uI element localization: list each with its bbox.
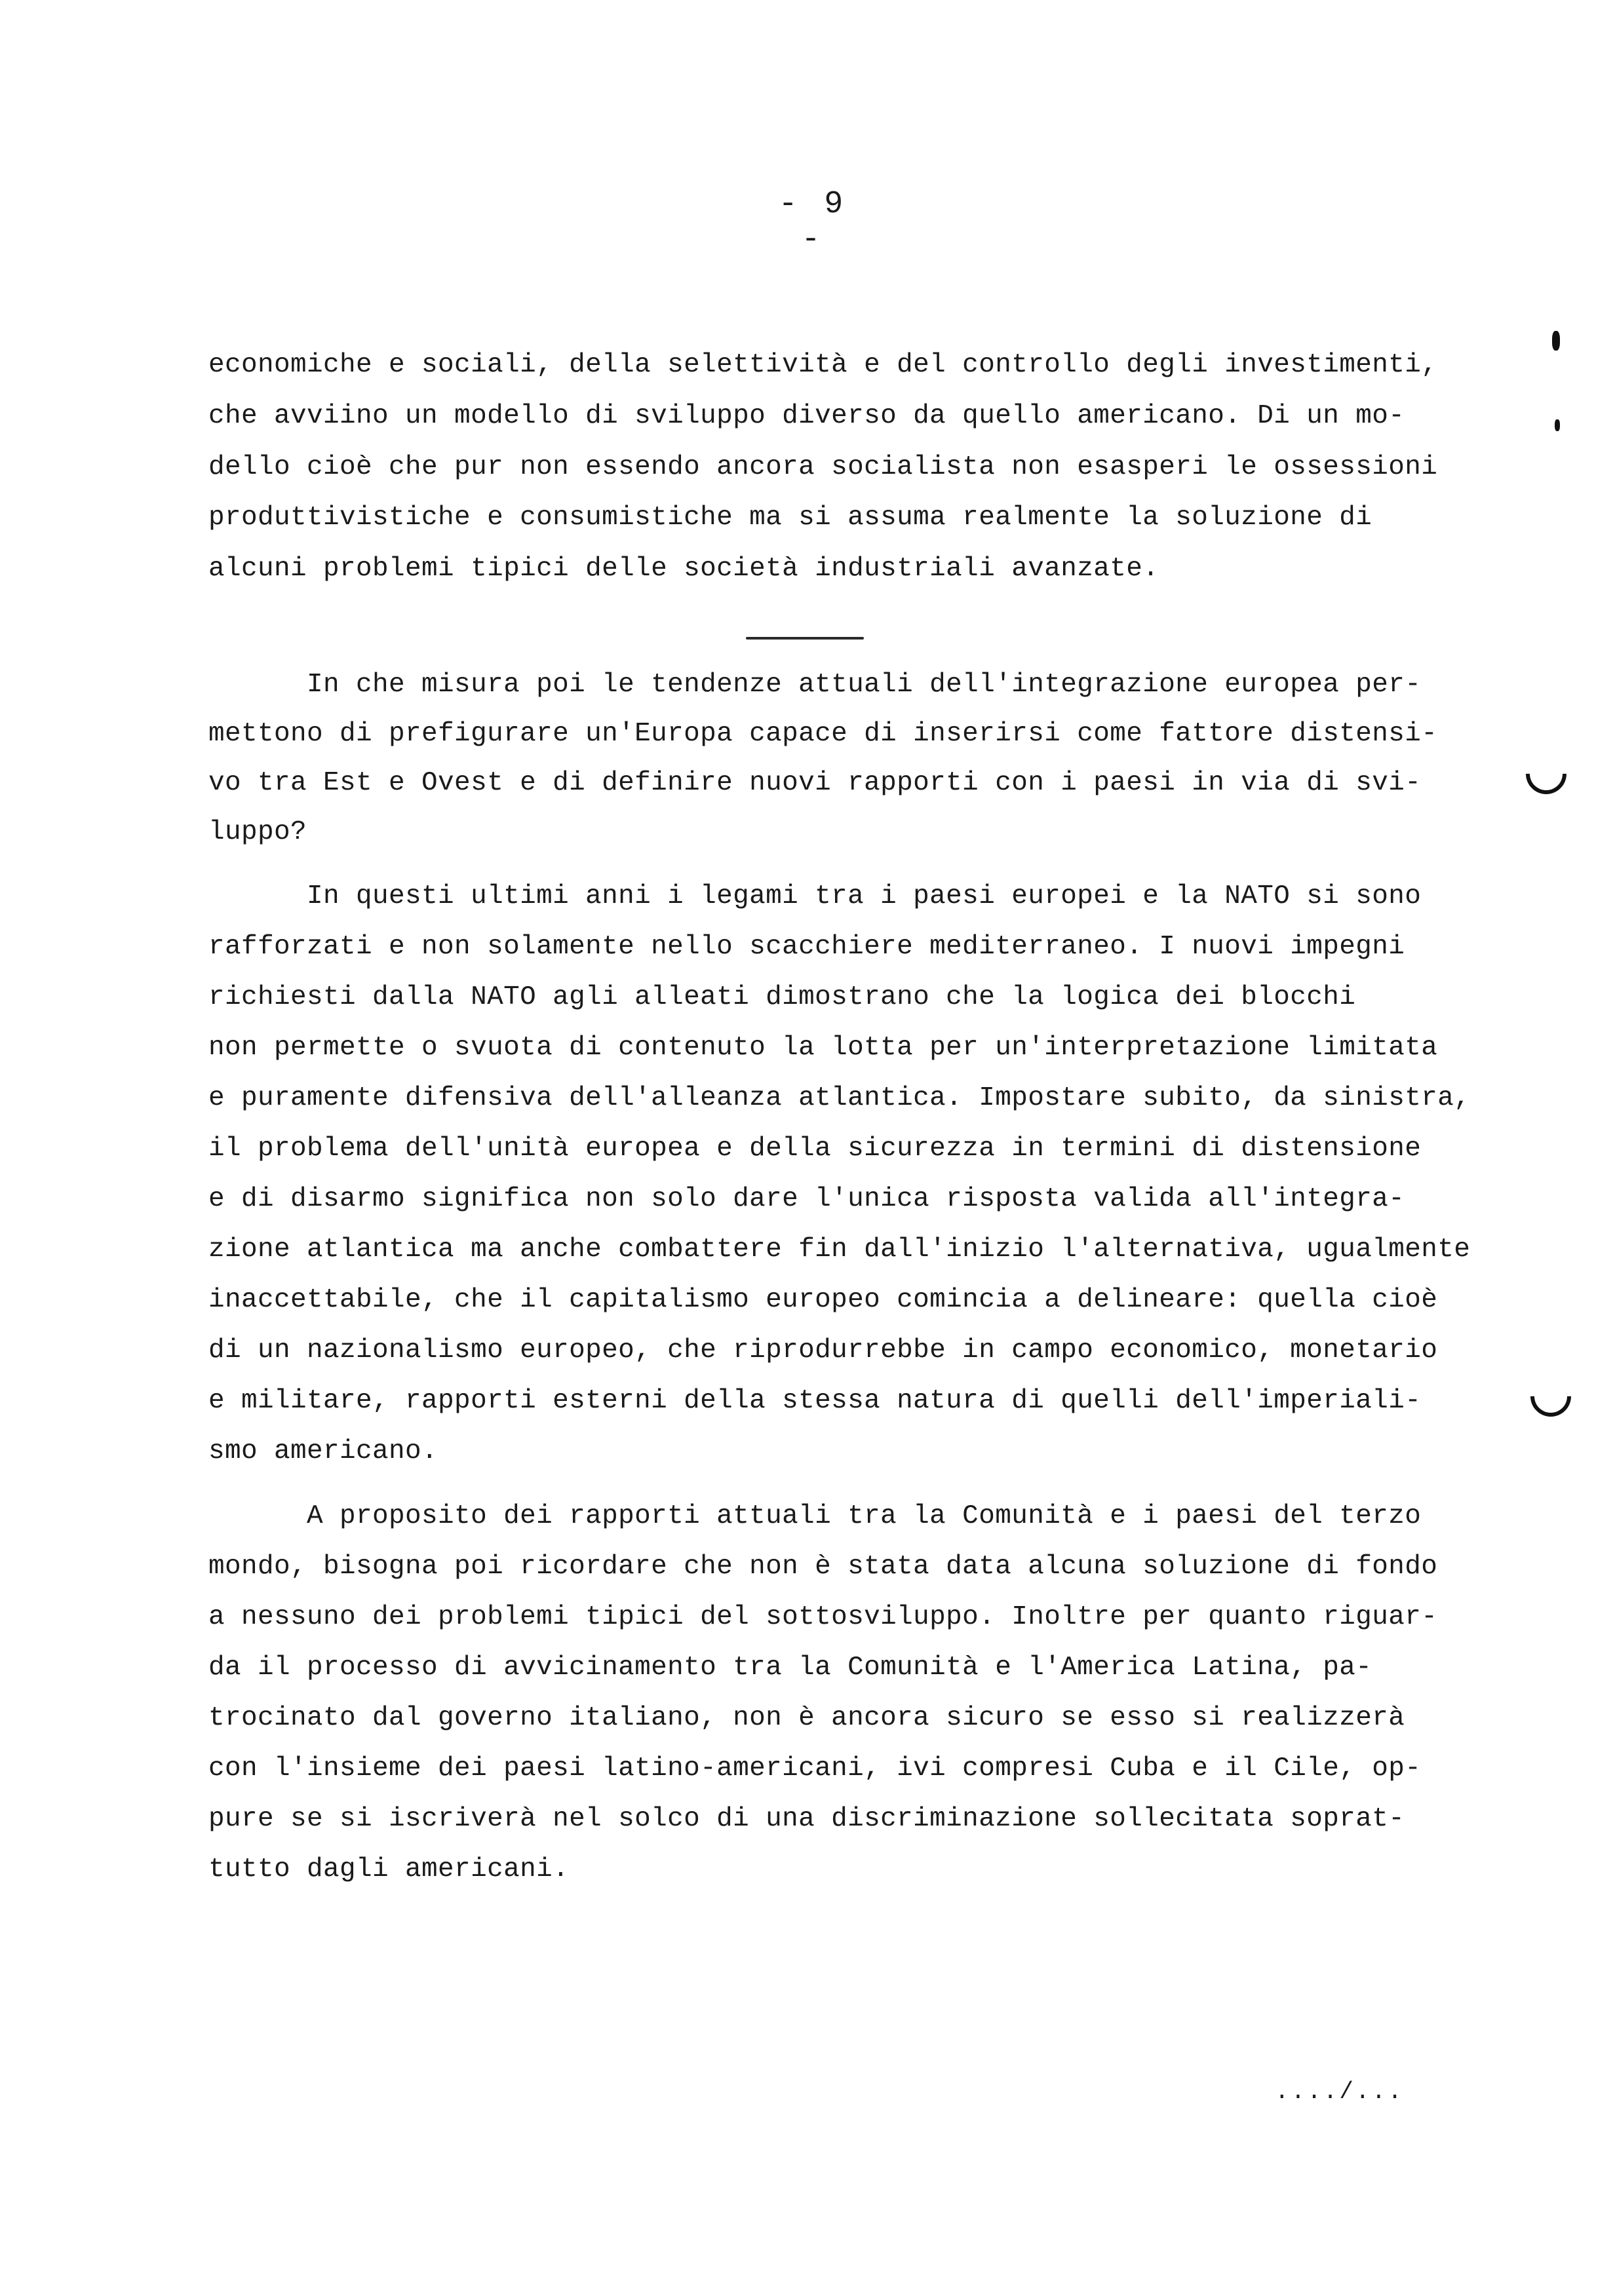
text-line: produttivistiche e consumistiche ma si assuma realmente la soluzione di	[208, 503, 1372, 533]
text-line: alcuni problemi tipici delle società industriali avanzate.	[208, 554, 1159, 584]
text-line: luppo?	[208, 817, 307, 847]
text-line: In che misura poi le tendenze attuali dell'integrazione europea per-	[208, 670, 1422, 700]
text-line: e puramente difensiva dell'alleanza atlantica. Impostare subito, da sinistra,	[208, 1083, 1471, 1113]
text-line: pure se si iscriverà nel solco di una discriminazione sollecitata soprat-	[208, 1804, 1405, 1834]
text-line: mettono di prefigurare un'Europa capace di inserirsi come fattore distensi-	[208, 719, 1438, 749]
ink-mark	[1555, 419, 1560, 431]
page-number: - 9 -	[778, 187, 847, 258]
text-line: di un nazionalismo europeo, che riprodurrebbe in campo economico, monetario	[208, 1335, 1438, 1366]
text-line: inaccettabile, che il capitalismo europeo comincia a delineare: quella cioè	[208, 1285, 1438, 1315]
text-line: rafforzati e non solamente nello scacchiere mediterraneo. I nuovi impegni	[208, 932, 1405, 962]
text-line: trocinato dal governo italiano, non è ancora sicuro se esso si realizzerà	[208, 1703, 1405, 1733]
text-line: mondo, bisogna poi ricordare che non è stata data alcuna soluzione di fondo	[208, 1552, 1438, 1582]
text-line: e di disarmo significa non solo dare l'unica risposta valida all'integra-	[208, 1184, 1405, 1214]
text-line: economiche e sociali, della selettività e del controllo degli investimenti,	[208, 350, 1438, 380]
text-line: smo americano.	[208, 1436, 438, 1466]
text-line: A proposito dei rapporti attuali tra la Comunità e i paesi del terzo	[208, 1501, 1422, 1531]
text-line: da il processo di avvicinamento tra la Comunità e l'America Latina, pa-	[208, 1653, 1372, 1683]
text-line: e militare, rapporti esterni della stessa natura di quelli dell'imperiali-	[208, 1386, 1422, 1416]
text-line: In questi ultimi anni i legami tra i paesi europei e la NATO si sono	[208, 881, 1422, 911]
text-line: che avviino un modello di sviluppo diverso da quello americano. Di un mo-	[208, 401, 1405, 431]
text-line: tutto dagli americani.	[208, 1854, 570, 1885]
text-line: con l'insieme dei paesi latino-americani, ivi compresi Cuba e il Cile, op-	[208, 1753, 1422, 1784]
text-line: richiesti dalla NATO agli alleati dimostrano che la logica dei blocchi	[208, 982, 1356, 1012]
continuation-mark: ..../...	[1275, 2078, 1404, 2105]
text-line: vo tra Est e Ovest e di definire nuovi rapporti con i paesi in via di svi-	[208, 768, 1422, 798]
text-line: dello cioè che pur non essendo ancora socialista non esasperi le ossessioni	[208, 452, 1438, 482]
text-line: zione atlantica ma anche combattere fin dall'inizio l'alternativa, ugualmente	[208, 1234, 1471, 1265]
text-line: non permette o svuota di contenuto la lotta per un'interpretazione limitata	[208, 1033, 1438, 1063]
text-line: il problema dell'unità europea e della sicurezza in termini di distensione	[208, 1134, 1422, 1164]
binder-hole-mark	[1522, 1368, 1580, 1425]
binder-hole-mark	[1517, 745, 1575, 803]
ink-mark	[1552, 331, 1560, 351]
section-divider	[746, 637, 864, 640]
text-line: a nessuno dei problemi tipici del sottosviluppo. Inoltre per quanto riguar-	[208, 1602, 1438, 1632]
